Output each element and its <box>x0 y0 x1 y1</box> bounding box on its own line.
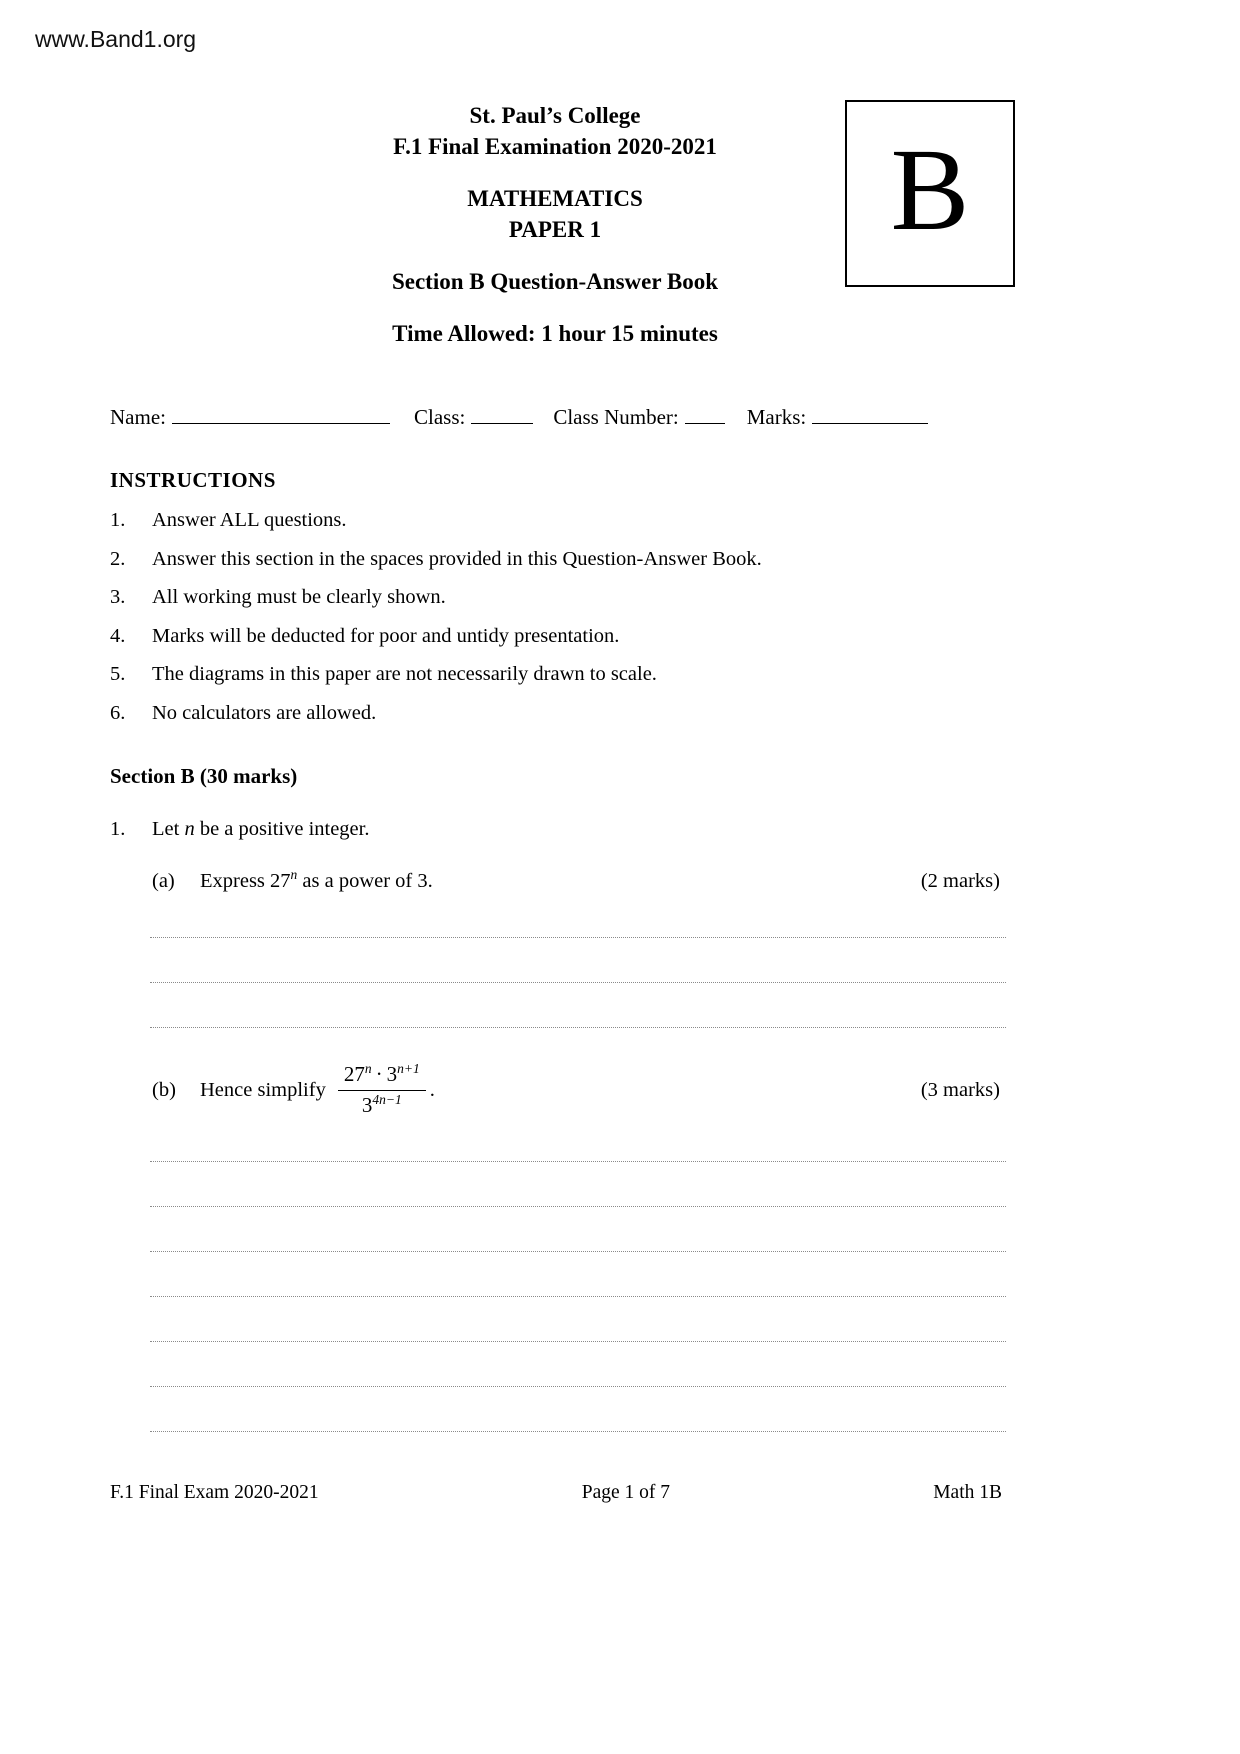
student-info-row <box>110 404 980 430</box>
instruction-number: 2. <box>110 547 126 570</box>
part-a-statement: Express 27$^n$ as a power of 3. <box>200 867 433 892</box>
subject-title: MATHEMATICS <box>467 186 643 211</box>
part-b-label: (b) <box>152 1078 176 1101</box>
part-b-statement: Hence simplify <box>200 1078 326 1101</box>
exponent-n: n <box>364 1061 372 1077</box>
marks-blank <box>812 404 928 424</box>
question-number: 1. <box>110 818 126 840</box>
instruction-number: 6. <box>110 701 126 724</box>
instruction-text: All working must be clearly shown. <box>152 586 446 608</box>
instructions-title: INSTRUCTIONS <box>110 468 276 492</box>
instruction-text: The diagrams in this paper are not necessarily drawn to scale. <box>152 663 657 685</box>
name-blank <box>172 404 390 424</box>
fraction-denominator: $3^{4n-1}$ <box>361 1091 402 1117</box>
sentence-period: . <box>429 1078 435 1101</box>
instruction-number: 5. <box>110 663 126 685</box>
instruction-text: Marks will be deducted for poor and untidy presentation. <box>152 624 620 647</box>
instruction-number: 1. <box>110 509 126 531</box>
question-1b-text <box>152 1063 435 1116</box>
footer-exam-name: F.1 Final Exam 2020-2021 <box>110 1482 319 1503</box>
exponent-4n-minus-1: 4n−1 <box>372 1091 402 1107</box>
school-name: St. Paul’s College <box>469 103 641 128</box>
instruction-number: 3. <box>110 586 126 608</box>
part-a-label: (a) <box>152 870 175 892</box>
question-1a <box>152 867 1000 893</box>
answer-line <box>150 1342 1006 1387</box>
answer-line <box>150 1252 1006 1297</box>
question-intro-text: Let n be a positive integer. <box>152 818 370 840</box>
exponent-n-plus-1: n+1 <box>397 1061 420 1077</box>
footer-page-number: Page 1 of 7 <box>581 1482 671 1503</box>
answer-lines-part-a <box>150 893 1006 1028</box>
site-watermark: www.Band1.org <box>35 26 197 52</box>
time-allowed: Time Allowed: 1 hour 15 minutes <box>392 321 718 346</box>
answer-lines-part-b <box>150 1117 1006 1432</box>
instruction-text: Answer ALL questions. <box>152 509 347 531</box>
exam-title: F.1 Final Examination 2020-2021 <box>393 134 717 159</box>
question-1a-text <box>152 867 433 893</box>
instruction-item <box>110 547 1000 572</box>
multiply-dot: · <box>375 1062 383 1087</box>
name-label: Name: <box>110 405 166 429</box>
instruction-item <box>110 508 1000 533</box>
part-b-marks: (3 marks) <box>920 1078 1000 1101</box>
section-book-title: Section B Question-Answer Book <box>391 269 719 294</box>
answer-line <box>150 1162 1006 1207</box>
question-1-intro <box>110 818 1000 841</box>
instruction-item <box>110 701 1000 726</box>
answer-line <box>150 1387 1006 1432</box>
fraction <box>338 1063 426 1116</box>
question-1b <box>152 1058 1000 1122</box>
part-a-marks: (2 marks) <box>920 870 1000 892</box>
exponent-n: n <box>290 867 298 883</box>
class-blank <box>471 404 533 424</box>
section-letter: B <box>890 123 970 255</box>
instruction-text: No calculators are allowed. <box>152 701 377 724</box>
footer-paper-code: Math 1B <box>933 1482 1002 1503</box>
instruction-number: 4. <box>110 624 126 647</box>
answer-line <box>150 1297 1006 1342</box>
instruction-text: Answer this section in the spaces provided in this Question-Answer Book. <box>152 547 762 570</box>
answer-line <box>150 938 1006 983</box>
instruction-item <box>110 585 1000 610</box>
variable-n: n <box>184 818 195 840</box>
marks-label: Marks: <box>746 405 807 429</box>
class-number-label: Class Number: <box>553 405 679 429</box>
answer-line <box>150 893 1006 938</box>
instruction-item <box>110 662 1000 687</box>
section-heading: Section B (30 marks) <box>110 764 298 788</box>
class-number-blank <box>685 404 725 424</box>
page-footer <box>110 1482 1002 1504</box>
answer-line <box>150 1117 1006 1162</box>
section-letter-box <box>845 100 1015 287</box>
answer-line <box>150 1207 1006 1252</box>
instruction-item <box>110 624 1000 649</box>
fraction-numerator: $27^n \cdot 3^{n+1}$ <box>338 1063 426 1090</box>
instructions-list <box>110 508 1000 739</box>
answer-line <box>150 983 1006 1028</box>
class-label: Class: <box>413 405 466 429</box>
paper-title: PAPER 1 <box>508 217 602 242</box>
